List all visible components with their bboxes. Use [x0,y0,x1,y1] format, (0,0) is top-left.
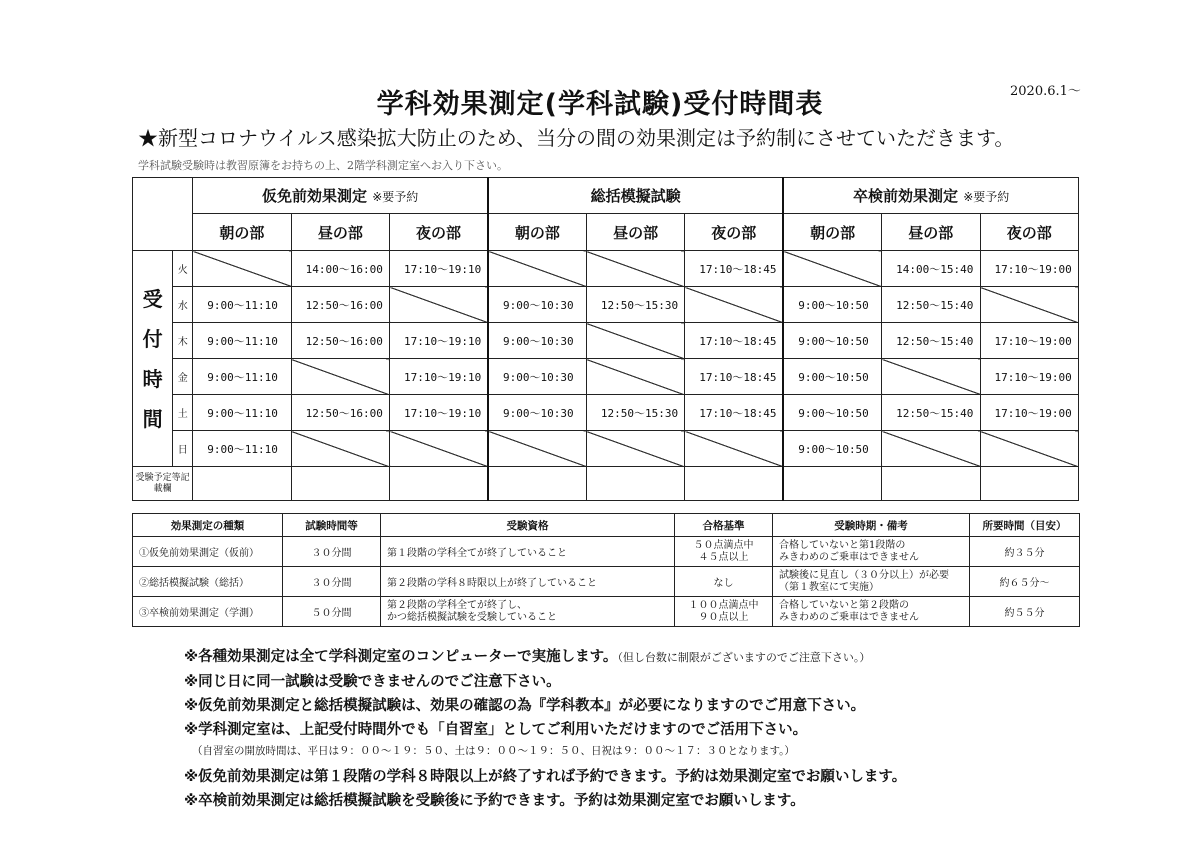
table-row [133,567,1080,597]
time-slot: 12:50～15:30 [586,287,684,323]
closed-slot [488,251,586,287]
record-cell[interactable] [980,467,1079,501]
time-slot: 17:10～18:45 [685,359,783,395]
time-slot: 9:00～11:10 [193,395,291,431]
period-header: 夜の部 [390,214,488,251]
info-cell: ３０分間 [283,567,381,597]
info-cell: ③卒検前効果測定（学測） [133,597,283,627]
corner-cell [133,178,193,251]
side-label-char: 受 [142,286,163,311]
info-cell: １００点満点中 ９０点以上 [675,597,773,627]
closed-slot [586,431,684,467]
rule-3: ※仮免前効果測定と総括模擬試験は、効果の確認の為『学科教本』が必要になりますのでご用意下さい。 [184,698,866,714]
time-slot: 14:00～15:40 [882,251,980,287]
time-slot: 9:00～10:50 [783,395,881,431]
time-slot: 17:10～18:45 [685,395,783,431]
time-slot: 12:50～16:00 [291,323,389,359]
day-label: 木 [173,323,193,359]
info-cell: 試験後に見直し（３０分以上）が必要 （第１教室にて実施） [773,567,970,597]
info-cell: ３０分間 [283,537,381,567]
period-header: 夜の部 [980,214,1078,251]
closed-slot [980,287,1078,323]
info-header: 試験時間等 [283,514,381,537]
closed-slot [980,431,1078,467]
closed-slot [783,251,881,287]
info-cell: 合格していないと第1段階の みきわめのご乗車はできません [773,537,970,567]
schedule-table [132,177,1079,467]
period-header: 昼の部 [291,214,389,251]
reception-time-label [133,251,173,467]
info-cell: 第２段階の学科全てが終了し、 かつ総括模擬試験を受験していること [381,597,675,627]
info-cell: 約６５分～ [970,567,1080,597]
time-slot: 12:50～15:40 [882,323,980,359]
closed-slot [882,431,980,467]
closed-slot [882,359,980,395]
time-slot: 9:00～10:50 [783,287,881,323]
time-slot: 17:10～19:00 [980,323,1078,359]
time-slot: 9:00～11:10 [193,287,291,323]
info-header: 所要時間（目安） [970,514,1080,537]
rule-2: ※同じ日に同一試験は受験できませんのでご注意下さい。 [184,674,561,690]
time-slot: 9:00～10:50 [783,323,881,359]
info-cell: 第２段階の学科８時限以上が終了していること [381,567,675,597]
rule-6: ※卒検前効果測定は総括模擬試験を受験後に予約できます。予約は効果測定室でお願いします。 [184,793,805,809]
record-cell[interactable] [882,467,980,501]
time-slot: 9:00～11:10 [193,323,291,359]
closed-slot [291,431,389,467]
time-slot: 17:10～19:10 [390,323,488,359]
time-slot: 17:10～18:45 [685,323,783,359]
group-header-karimen: 仮免前効果測定 ※要予約 [193,178,488,214]
info-cell: ①仮免前効果測定（仮前） [133,537,283,567]
info-header: 受験時期・備考 [773,514,970,537]
group-header-sotsuken: 卒検前効果測定 ※要予約 [783,178,1078,214]
time-slot: 17:10～19:00 [980,359,1078,395]
time-slot: 12:50～15:30 [586,395,684,431]
period-header: 朝の部 [193,214,291,251]
period-header: 昼の部 [586,214,684,251]
period-header: 昼の部 [882,214,980,251]
info-cell: ５０分間 [283,597,381,627]
time-slot: 9:00～10:50 [783,359,881,395]
exam-subnote: 学科試験受験時は教習原簿をお持ちの上、2階学科測定室へお入り下さい。 [138,159,508,172]
time-slot: 9:00～10:50 [783,431,881,467]
closed-slot [488,431,586,467]
time-slot: 17:10～19:10 [390,251,488,287]
rule-4-note: （自習室の開放時間は、平日は９：００～１９：５０、土は９：００～１９：５０、日祝は９：００～１７：３０となります。） [192,745,795,757]
time-slot: 9:00～11:10 [193,431,291,467]
day-label: 水 [173,287,193,323]
time-slot: 14:00～16:00 [291,251,389,287]
time-slot: 9:00～10:30 [488,359,586,395]
time-slot: 17:10～18:45 [685,251,783,287]
time-slot: 9:00～10:30 [488,287,586,323]
time-slot: 17:10～19:10 [390,359,488,395]
record-cell[interactable] [291,467,389,501]
time-slot: 9:00～11:10 [193,359,291,395]
time-slot: 12:50～15:40 [882,287,980,323]
reservation-notice: ★新型コロナウイルス感染拡大防止のため、当分の間の効果測定は予約制にさせていただきます。 [138,126,1015,150]
closed-slot [193,251,291,287]
day-label: 土 [173,395,193,431]
info-header: 効果測定の種類 [133,514,283,537]
info-cell: 約３５分 [970,537,1080,567]
info-cell: なし [675,567,773,597]
record-cell[interactable] [193,467,291,501]
info-cell: 第１段階の学科全てが終了していること [381,537,675,567]
rule-1: ※各種効果測定は全て学科測定室のコンピューターで実施します。（但し台数に制限がございますのでご注意下さい。） [184,649,871,665]
closed-slot [586,359,684,395]
time-slot: 17:10～19:00 [980,395,1078,431]
page-title: 学科効果測定(学科試験)受付時間表 [376,89,824,120]
table-row [133,537,1080,567]
time-slot: 17:10～19:00 [980,251,1078,287]
side-label-char: 付 [142,326,163,351]
period-header: 夜の部 [685,214,783,251]
date-label: 2020.6.1～ [1010,84,1081,99]
info-cell: 約５５分 [970,597,1080,627]
info-header: 受験資格 [381,514,675,537]
closed-slot [390,431,488,467]
day-label: 火 [173,251,193,287]
day-label: 日 [173,431,193,467]
time-slot: 12:50～15:40 [882,395,980,431]
closed-slot [291,359,389,395]
rule-5: ※仮免前効果測定は第１段階の学科８時限以上が終了すれば予約できます。予約は効果測定室でお願いします。 [184,769,907,785]
record-cell[interactable] [685,467,783,501]
record-table [132,466,1079,501]
closed-slot [586,323,684,359]
record-cell[interactable] [390,467,488,501]
side-label-char: 時 [142,366,163,391]
info-header: 合格基準 [675,514,773,537]
exam-info-table [132,513,1080,627]
closed-slot [390,287,488,323]
side-label-char: 間 [142,406,163,431]
time-slot: 12:50～16:00 [291,395,389,431]
record-label: 受験予定等記載欄 [133,467,193,501]
rule-4: ※学科測定室は、上記受付時間外でも「自習室」としてご利用いただけますのでご活用下さい。 [184,722,808,738]
info-cell: 合格していないと第２段階の みきわめのご乗車はできません [773,597,970,627]
day-label: 金 [173,359,193,395]
record-cell[interactable] [586,467,684,501]
time-slot: 17:10～19:10 [390,395,488,431]
group-header-sokatsu: 総括模擬試験 [488,178,783,214]
record-cell[interactable] [488,467,586,501]
time-slot: 12:50～16:00 [291,287,389,323]
closed-slot [586,251,684,287]
info-cell: ５０点満点中 ４５点以上 [675,537,773,567]
closed-slot [685,287,783,323]
record-cell[interactable] [783,467,881,501]
period-header: 朝の部 [488,214,586,251]
period-header: 朝の部 [783,214,881,251]
table-row [133,597,1080,627]
time-slot: 9:00～10:30 [488,323,586,359]
time-slot: 9:00～10:30 [488,395,586,431]
info-cell: ②総括模擬試験（総括） [133,567,283,597]
closed-slot [685,431,783,467]
